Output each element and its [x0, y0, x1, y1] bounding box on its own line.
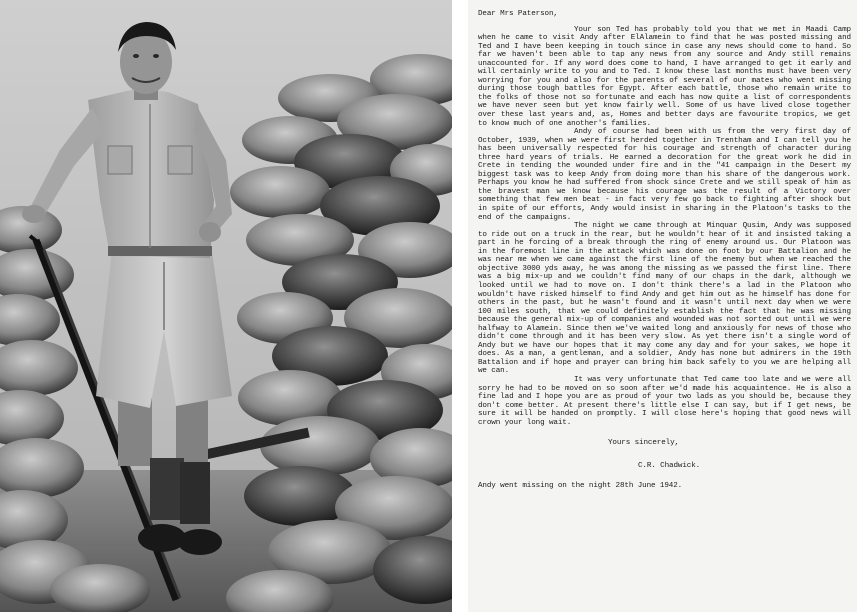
letter-signature: C.R. Chadwick. [638, 461, 701, 470]
panel-separator [452, 0, 468, 612]
typewritten-letter [468, 0, 857, 612]
letter-paragraph-4: It was very unfortunate that Ted came too late and we were all sorry he had to be moved on so soon after we'd made his acquaintence. He is also a fine lad and I hope you are as proud of your two lads as you should be, because they don't come better. At present there's little else I can say, but if I get news, be sure it will be handed on promptly. I will close here's hoping that good news will crown your long wait. [478, 375, 851, 427]
letter-paragraph-2: Andy of course had been with us from the very first day of October, 1939, when we were first herded together in Trentham and I can tell you he has been universally respected for his courage and strength of character during three hard years of trials. He earned a decoration for the great work he did in Crete in tending the wounded under fire and in the "41 campaign in the Desert my biggest task was to keep Andy from doing more than his share of the dangerous work. Perhaps you know he had suffered from shock since Crete and we still speak of him as the bravest man we know because his courage was the result of a Victory over something that few men beat - in fact very few go back to fighting after shock but in spite of our efforts, Andy would insist in sharing in the Platoon's tasks to the end of the campaigns. [478, 128, 851, 222]
letter-paragraph-3: The night we came through at Minquar Qusim, Andy was supposed to ride out on a truck in the rear, but he wouldn't hear of it and insisted taking a part in he forcing of a break through the ring of enemy around us. Our Platoon was in the foremost line in the attack which was done on foot by our Battalion and he was near me when we came against the first line of the enemy but when we reached the objective 3000 yds away, he was among the missing as we passed the first line. There was a big mix-up and we couldn't find many of our chaps in the dark, although we looked until we had to move on. I don't think there's a lad in the Platoon who wouldn't have risked himself to find Andy and get him out as he himself has done for others in the past, but he wasn't found and it wasn't until next day when we were 100 miles south, that we could definitely establish the fact that he was missing because the general mix-up of companies and wounded was not sorted out until we were halfway to Alamein. Since then we've waited long and anxiously for news of those who didn't come through and it has been very slow. As yet there isn't a single word of Andy but we have our hopes that it may come any day and for your sakes, we hope it does. As a man, a gentleman, and a soldier, Andy has none but admirers in the 19th Battalion and if hope and prayer can bring him back safely to you we are helping all we can. [478, 222, 851, 376]
letter-paragraph-1: Your son Ted has probably told you that we met in Maadi Camp when he came to visit Andy after ElAlamein to find that he was posted missing and Ted and I have been keeping in touch since in case any news should come to hand. So far we haven't been able to tap any news from any source and Andy still remains unaccounted for. If any word does come to hand, I have arranged to get it early and will certainly write to you and to Ted. I know these last months must have been very worrying for you and also for the parents of several of our mates who went missing during those tough battles for Egypt. After each battle, those who remain write to the folks of those not so fortunate and each has now quite a list of correspondents we have never seen but yet know fairly well. Some of us have lived close together over these last years and, as, Homes and better days are favourite tropics, we get to know much of one another's families. [478, 25, 851, 128]
letter-postscript: Andy went missing on the night 28th June 1942. [478, 482, 683, 491]
letter-salutation: Dear Mrs Paterson, [478, 10, 558, 18]
letter-closing: Yours sincerely, [608, 439, 679, 448]
